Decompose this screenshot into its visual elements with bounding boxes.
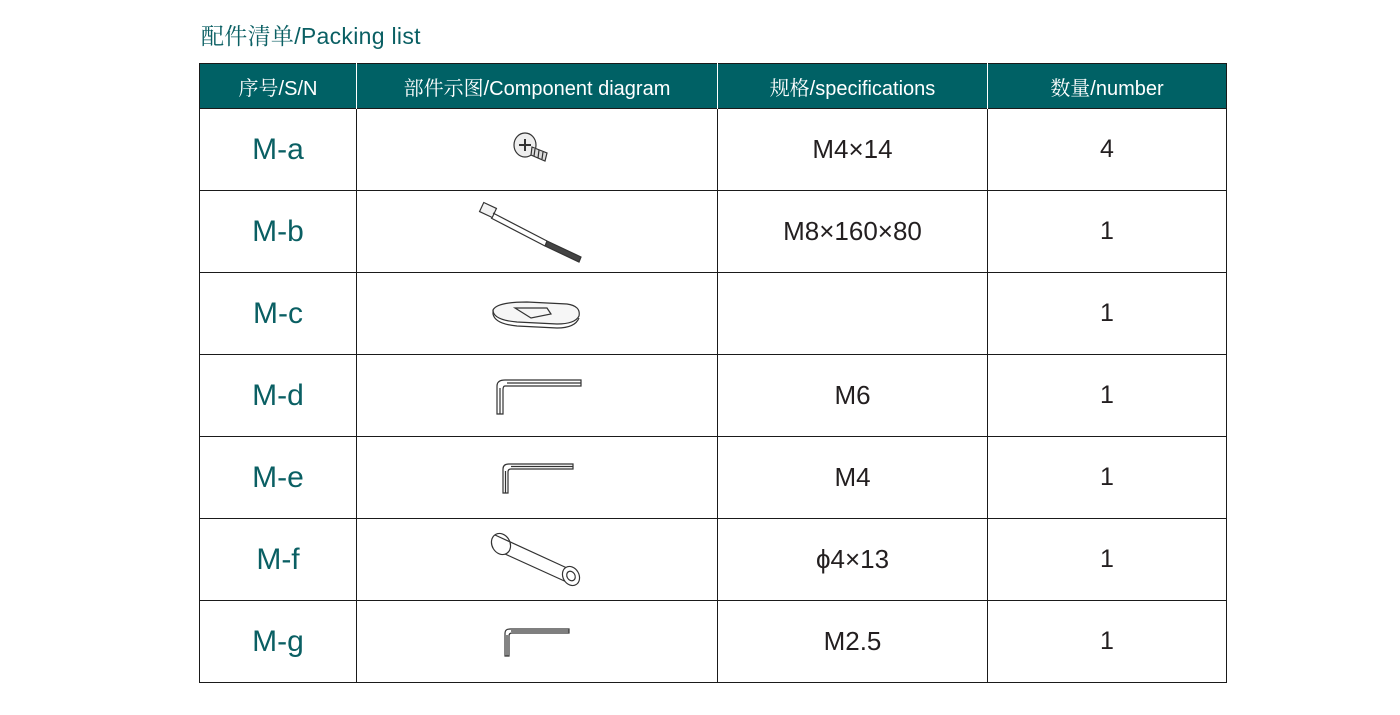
header-specifications: 规格/specifications	[718, 64, 988, 109]
table-row	[200, 273, 1227, 355]
row-spec: ϕ4×13	[718, 519, 988, 601]
header-sn: 序号/S/N	[200, 64, 357, 109]
hex-key-large-icon	[487, 374, 587, 418]
row-sn: M-b	[200, 191, 357, 273]
row-spec: M2.5	[718, 601, 988, 683]
row-sn: M-f	[200, 519, 357, 601]
hex-key-small-icon	[499, 624, 575, 660]
row-sn: M-c	[200, 273, 357, 355]
table-row	[200, 109, 1227, 191]
row-spec	[718, 273, 988, 355]
row-diagram	[357, 519, 718, 601]
table-row	[200, 437, 1227, 519]
washer-plate-icon	[487, 294, 587, 334]
row-diagram	[357, 273, 718, 355]
row-sn: M-e	[200, 437, 357, 519]
table-row	[200, 601, 1227, 683]
row-diagram	[357, 601, 718, 683]
row-sn: M-g	[200, 601, 357, 683]
row-spec: M4	[718, 437, 988, 519]
row-spec: M8×160×80	[718, 191, 988, 273]
screw-icon	[507, 125, 567, 175]
row-qty: 1	[988, 519, 1227, 601]
page-title: 配件清单/Packing list	[201, 23, 421, 49]
header-number: 数量/number	[988, 64, 1227, 109]
row-sn: M-a	[200, 109, 357, 191]
row-qty: 1	[988, 191, 1227, 273]
row-spec: M6	[718, 355, 988, 437]
row-qty: 4	[988, 109, 1227, 191]
row-sn: M-d	[200, 355, 357, 437]
table-header-row	[200, 64, 1227, 109]
header-component-diagram: 部件示图/Component diagram	[357, 64, 718, 109]
table-row	[200, 191, 1227, 273]
row-qty: 1	[988, 273, 1227, 355]
dowel-pin-icon	[487, 530, 587, 590]
hex-key-medium-icon	[497, 459, 577, 497]
row-qty: 1	[988, 355, 1227, 437]
row-diagram	[357, 355, 718, 437]
row-qty: 1	[988, 601, 1227, 683]
long-bolt-icon	[477, 199, 597, 265]
packing-list-table	[199, 63, 1227, 683]
row-spec: M4×14	[718, 109, 988, 191]
row-diagram	[357, 437, 718, 519]
row-diagram	[357, 191, 718, 273]
table-row	[200, 355, 1227, 437]
row-diagram	[357, 109, 718, 191]
table-row	[200, 519, 1227, 601]
row-qty: 1	[988, 437, 1227, 519]
